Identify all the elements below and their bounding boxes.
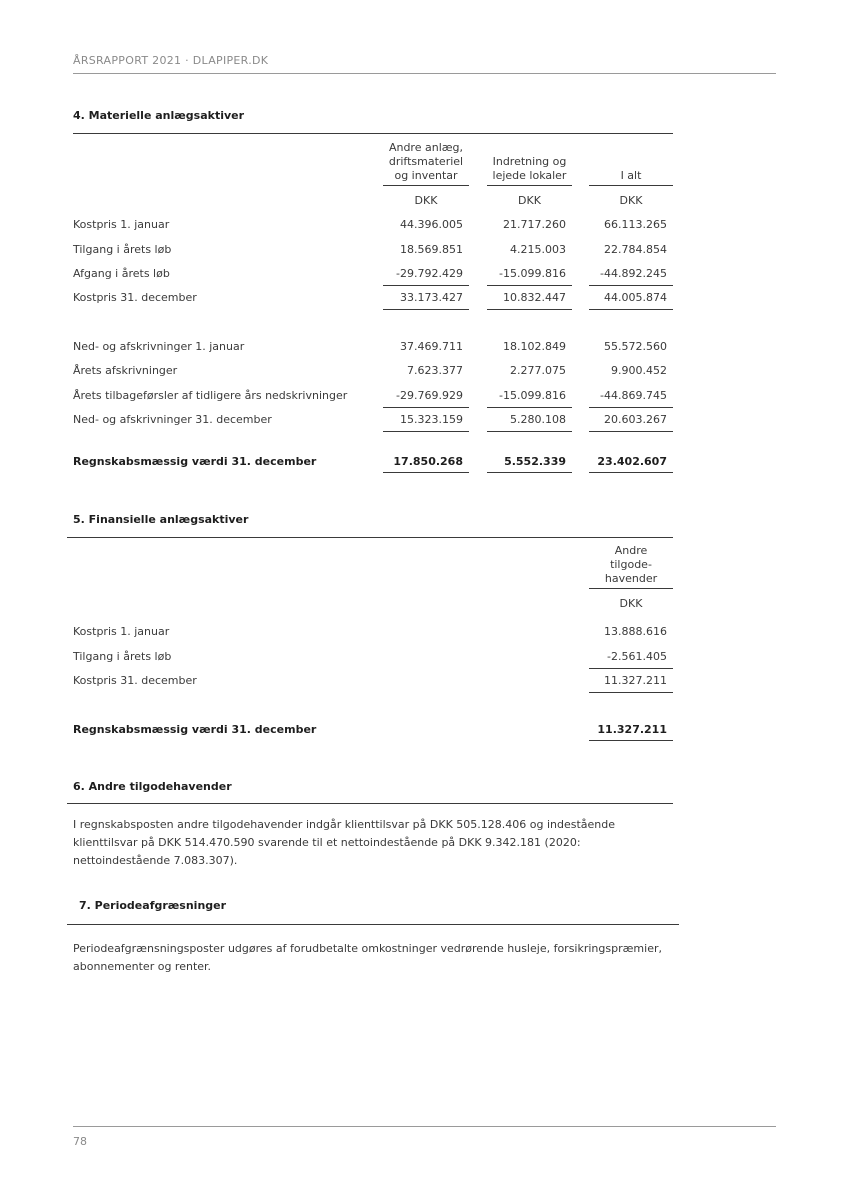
note5-total-label: Regnskabsmæssig værdi 31. december [73, 723, 317, 736]
total-rule [589, 309, 673, 310]
note4-row-value: -15.099.816 [499, 389, 566, 402]
note4-col2-header: Indretning og lejede lokaler [487, 155, 572, 186]
note4-row-value: 21.717.260 [503, 218, 566, 231]
note4-row-value: -44.869.745 [600, 389, 667, 402]
running-header: ÅRSRAPPORT 2021 · DLAPIPER.DK [73, 54, 269, 67]
total-rule [383, 309, 469, 310]
note7-title: 7. Periodeafgræsninger [79, 899, 227, 912]
note5-row-value: 13.888.616 [604, 625, 667, 638]
note4-row-label: Kostpris 1. januar [73, 218, 170, 231]
note5-row-value: 11.327.211 [604, 674, 667, 687]
total-rule [589, 431, 673, 432]
note4-row-label: Tilgang i årets løb [73, 243, 172, 256]
note4-row-value: 10.832.447 [503, 291, 566, 304]
note4-row-label: Kostpris 31. december [73, 291, 197, 304]
note4-row-label: Afgang i årets løb [73, 267, 170, 280]
subtotal-rule [383, 407, 469, 408]
note4-top-rule [73, 133, 673, 134]
total-rule [589, 692, 673, 693]
total-rule [487, 309, 572, 310]
note5-row-value: -2.561.405 [607, 650, 667, 663]
note4-row-value: -29.769.929 [396, 389, 463, 402]
note4-row-value: 2.277.075 [510, 364, 566, 377]
note5-total-value: 11.327.211 [597, 723, 667, 736]
note4-row-value: 33.173.427 [400, 291, 463, 304]
note4-row-value: 44.005.874 [604, 291, 667, 304]
subtotal-rule [487, 285, 572, 286]
note4-row-value: 9.900.452 [611, 364, 667, 377]
note4-col3-header: I alt [589, 169, 673, 186]
page-number: 78 [73, 1135, 87, 1148]
note5-row-label: Kostpris 31. december [73, 674, 197, 687]
note6-title: 6. Andre tilgodehavender [73, 780, 232, 793]
total-rule [487, 431, 572, 432]
total-rule [383, 431, 469, 432]
subtotal-rule [487, 407, 572, 408]
note4-row-value: 37.469.711 [400, 340, 463, 353]
note4-row-value: -29.792.429 [396, 267, 463, 280]
note5-unit: DKK [619, 597, 643, 610]
final-total-rule [487, 472, 572, 473]
footer-divider [73, 1126, 776, 1127]
note7-paragraph: Periodeafgrænsningsposter udgøres af forudbetalte omkostninger vedrørende husleje, forsikringspræmier, abonnementer og renter. [73, 942, 662, 973]
note7-rule [67, 924, 679, 925]
note5-top-rule [67, 537, 673, 538]
note4-row-value: 20.603.267 [604, 413, 667, 426]
subtotal-rule [589, 285, 673, 286]
note5-row-label: Kostpris 1. januar [73, 625, 170, 638]
note4-row-value: 15.323.159 [400, 413, 463, 426]
note4-row-value: 44.396.005 [400, 218, 463, 231]
note4-row-label: Årets afskrivninger [73, 364, 178, 377]
note4-unit-col1: DKK [414, 194, 438, 207]
note4-title: 4. Materielle anlægsaktiver [73, 109, 245, 122]
note4-row-value: 18.569.851 [400, 243, 463, 256]
note4-row-value: 7.623.377 [407, 364, 463, 377]
note5-row-label: Tilgang i årets løb [73, 650, 172, 663]
note5-title: 5. Finansielle anlægsaktiver [73, 513, 249, 526]
note4-row-value: 5.280.108 [510, 413, 566, 426]
note4-row-label: Årets tilbageførsler af tidligere års nedskrivninger [73, 389, 348, 402]
note4-row-label: Ned- og afskrivninger 1. januar [73, 340, 245, 353]
subtotal-rule [589, 668, 673, 669]
final-total-rule [589, 740, 673, 741]
note4-row-value: 22.784.854 [604, 243, 667, 256]
final-total-rule [383, 472, 469, 473]
final-total-rule [589, 472, 673, 473]
note4-row-value: -44.892.245 [600, 267, 667, 280]
note4-unit-col3: DKK [619, 194, 643, 207]
note4-row-label: Ned- og afskrivninger 31. december [73, 413, 272, 426]
note6-paragraph: I regnskabsposten andre tilgodehavender indgår klienttilsvar på DKK 505.128.406 og indestående klienttilsvar på DKK 514.470.590 svarende til et nettoindestående på DKK 9.342.181 (2020: nettoindestående 7.083.307). [73, 818, 616, 867]
note4-row-value: 4.215.003 [510, 243, 566, 256]
note4-row-value: 55.572.560 [604, 340, 667, 353]
note6-rule [67, 803, 673, 804]
note4-total-label: Regnskabsmæssig værdi 31. december [73, 455, 317, 468]
note4-total-value: 17.850.268 [393, 455, 463, 468]
note4-row-value: -15.099.816 [499, 267, 566, 280]
subtotal-rule [383, 285, 469, 286]
note4-col1-header: Andre anlæg, driftsmateriel og inventar [383, 141, 469, 186]
note4-unit-col2: DKK [518, 194, 541, 207]
note4-row-value: 18.102.849 [503, 340, 566, 353]
note4-total-value: 23.402.607 [597, 455, 667, 468]
note4-row-value: 66.113.265 [604, 218, 667, 231]
subtotal-rule [589, 407, 673, 408]
header-divider [73, 73, 776, 74]
note5-col-header: Andre tilgode- havender [589, 544, 673, 589]
note4-total-value: 5.552.339 [504, 455, 566, 468]
